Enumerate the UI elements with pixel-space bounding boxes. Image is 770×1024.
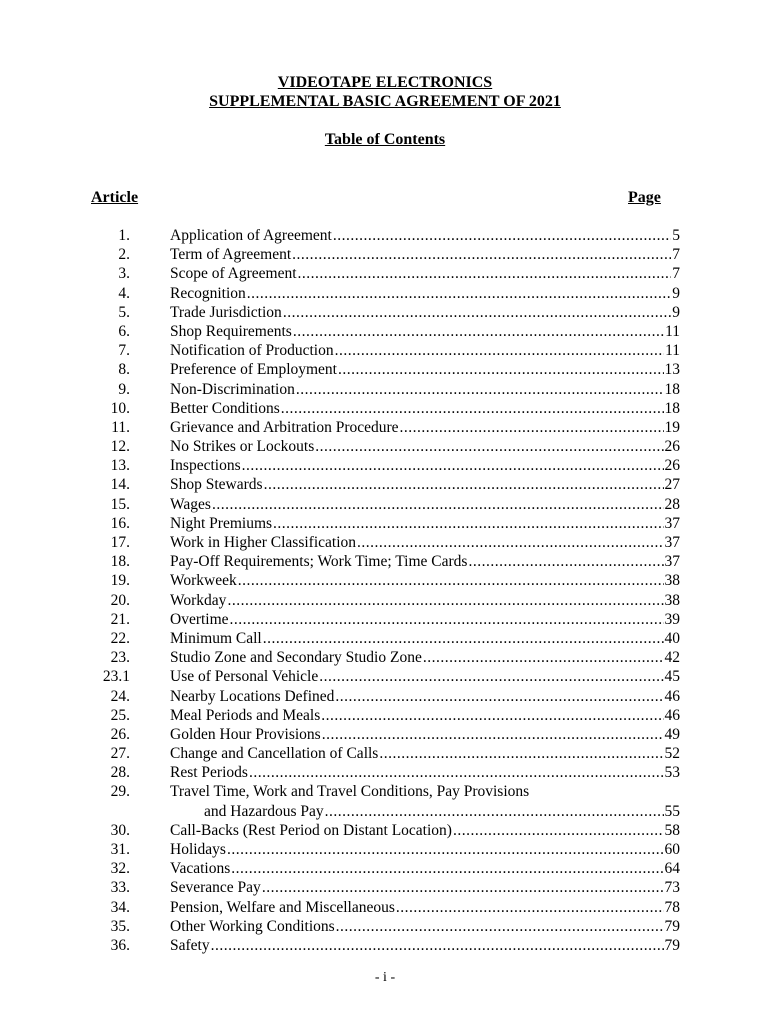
article-number: 6. bbox=[118, 322, 130, 340]
article-number: 1. bbox=[118, 227, 130, 244]
article-number: 30. bbox=[110, 821, 130, 839]
article-number: 16. bbox=[110, 514, 130, 532]
dot-leader bbox=[315, 437, 663, 456]
article-title: Holidays bbox=[170, 841, 226, 859]
article-title: Meal Periods and Meals bbox=[170, 706, 321, 724]
page-ref: 42 bbox=[664, 649, 680, 667]
article-number: 15. bbox=[110, 495, 130, 513]
dot-leader bbox=[321, 706, 663, 725]
page-ref: 27 bbox=[664, 476, 680, 494]
page-ref: 18 bbox=[664, 399, 680, 417]
article-title: Overtime bbox=[170, 610, 229, 628]
page-ref: 79 bbox=[664, 936, 680, 954]
toc-entry bbox=[0, 303, 770, 322]
toc-entry bbox=[0, 514, 770, 533]
article-title: Non-Discrimination bbox=[170, 380, 295, 398]
article-title: Studio Zone and Secondary Studio Zone bbox=[170, 649, 422, 667]
article-title: Pension, Welfare and Miscellaneous bbox=[170, 898, 395, 916]
dot-leader bbox=[273, 514, 663, 533]
toc-entry bbox=[0, 859, 770, 878]
toc-entry bbox=[0, 610, 770, 629]
article-title: Nearby Locations Defined bbox=[170, 687, 335, 705]
article-title: Term of Agreement bbox=[170, 246, 292, 264]
article-number: 13. bbox=[110, 457, 130, 475]
toc-entry bbox=[0, 648, 770, 667]
article-number: 29. bbox=[110, 783, 130, 801]
page-ref: 73 bbox=[664, 879, 680, 897]
article-title: Rest Periods bbox=[170, 764, 248, 782]
article-number: 23. bbox=[110, 649, 130, 667]
toc-entry bbox=[0, 629, 770, 648]
page-ref: 37 bbox=[664, 534, 680, 551]
article-number: 22. bbox=[110, 629, 130, 647]
toc-list bbox=[0, 226, 770, 955]
page-ref: 52 bbox=[664, 745, 680, 763]
article-title: Grievance and Arbitration Procedure bbox=[170, 418, 399, 436]
page-ref: 9 bbox=[672, 284, 680, 302]
article-column-header: Article bbox=[91, 189, 139, 206]
article-number: 7. bbox=[118, 342, 130, 360]
dot-leader bbox=[325, 802, 664, 821]
toc-entry bbox=[0, 878, 770, 897]
toc-entry bbox=[0, 763, 770, 782]
document-title: VIDEOTAPE ELECTRONICS bbox=[277, 74, 493, 91]
dot-leader bbox=[263, 629, 664, 648]
toc-entry bbox=[0, 744, 770, 763]
article-number: 28. bbox=[110, 764, 130, 782]
page-ref: 9 bbox=[672, 303, 680, 321]
article-title: Inspections bbox=[170, 457, 241, 475]
toc-entry bbox=[0, 456, 770, 475]
dot-leader bbox=[238, 571, 664, 590]
article-title: Shop Requirements bbox=[170, 322, 292, 340]
article-title: Better Conditions bbox=[170, 399, 280, 417]
page-ref: 46 bbox=[664, 687, 680, 705]
page-ref: 26 bbox=[664, 438, 680, 456]
article-number: 3. bbox=[118, 265, 130, 283]
toc-entry bbox=[0, 936, 770, 955]
toc-entry bbox=[0, 667, 770, 686]
toc-entry bbox=[0, 475, 770, 494]
article-title: Workweek bbox=[170, 572, 237, 590]
article-number: 21. bbox=[110, 610, 130, 628]
toc-entry bbox=[0, 245, 770, 264]
page-ref: 46 bbox=[664, 706, 680, 724]
dot-leader bbox=[212, 495, 664, 514]
article-number: 24. bbox=[110, 687, 130, 705]
article-number: 27. bbox=[110, 745, 130, 763]
article-number: 9. bbox=[118, 380, 130, 398]
article-number: 5. bbox=[118, 303, 130, 321]
article-number: 11. bbox=[111, 418, 130, 436]
article-title: Preference of Employment bbox=[170, 361, 337, 379]
article-number: 25. bbox=[110, 706, 130, 724]
article-title: Night Premiums bbox=[170, 514, 273, 532]
dot-leader bbox=[296, 380, 664, 399]
dot-leader bbox=[298, 264, 672, 283]
article-title: Workday bbox=[170, 591, 227, 609]
page-ref: 55 bbox=[664, 802, 680, 820]
toc-entry bbox=[0, 591, 770, 610]
article-number: 19. bbox=[110, 572, 130, 590]
dot-leader bbox=[453, 821, 664, 840]
toc-entry bbox=[0, 322, 770, 341]
article-title: Call-Backs (Rest Period on Distant Location) bbox=[170, 821, 452, 839]
dot-leader bbox=[396, 898, 664, 917]
page-ref: 28 bbox=[664, 495, 680, 513]
page-ref: 11 bbox=[665, 322, 680, 340]
dot-leader bbox=[227, 591, 663, 610]
article-title: Use of Personal Vehicle bbox=[170, 668, 319, 686]
toc-entry bbox=[0, 840, 770, 859]
page-ref: 39 bbox=[664, 610, 680, 628]
article-title: No Strikes or Lockouts bbox=[170, 438, 315, 456]
page-ref: 18 bbox=[664, 380, 680, 398]
article-number: 12. bbox=[110, 438, 130, 456]
article-number: 26. bbox=[110, 725, 130, 743]
dot-leader bbox=[335, 341, 664, 360]
toc-entry bbox=[0, 380, 770, 399]
toc-entry bbox=[0, 917, 770, 936]
toc-entry bbox=[0, 495, 770, 514]
article-title: Application of Agreement bbox=[170, 227, 332, 244]
page-ref: 11 bbox=[665, 342, 680, 360]
article-number: 14. bbox=[110, 476, 130, 494]
dot-leader bbox=[231, 859, 663, 878]
dot-leader bbox=[423, 648, 664, 667]
page-number: - i - bbox=[374, 970, 396, 985]
page-ref: 64 bbox=[664, 860, 680, 878]
toc-entry bbox=[0, 552, 770, 571]
page-ref: 37 bbox=[664, 553, 680, 571]
dot-leader bbox=[230, 610, 664, 629]
article-title: Wages bbox=[170, 495, 211, 513]
article-title: Recognition bbox=[170, 284, 246, 302]
toc-entry bbox=[0, 821, 770, 840]
toc-entry bbox=[0, 687, 770, 706]
article-number: 2. bbox=[118, 246, 130, 264]
page-ref: 40 bbox=[664, 629, 680, 647]
article-number: 36. bbox=[110, 936, 130, 954]
dot-leader bbox=[242, 456, 664, 475]
article-number: 17. bbox=[110, 534, 130, 551]
dot-leader bbox=[468, 552, 663, 571]
page-ref: 19 bbox=[664, 418, 680, 436]
dot-leader bbox=[227, 840, 664, 859]
article-number: 20. bbox=[110, 591, 130, 609]
article-number: 33. bbox=[110, 879, 130, 897]
article-number: 23.1 bbox=[102, 668, 130, 686]
toc-entry bbox=[0, 226, 770, 245]
dot-leader bbox=[379, 744, 663, 763]
page-ref: 60 bbox=[664, 841, 680, 859]
article-number: 10. bbox=[110, 399, 130, 417]
dot-leader bbox=[247, 284, 671, 303]
article-title: Notification of Production bbox=[170, 342, 334, 360]
article-number: 31. bbox=[110, 841, 130, 859]
toc-entry bbox=[0, 706, 770, 725]
toc-entry bbox=[0, 782, 770, 820]
toc-entry bbox=[0, 341, 770, 360]
page-ref: 79 bbox=[664, 917, 680, 935]
toc-entry bbox=[0, 360, 770, 379]
page-ref: 58 bbox=[664, 821, 680, 839]
toc-entry bbox=[0, 437, 770, 456]
dot-leader bbox=[211, 936, 664, 955]
page-ref: 7 bbox=[672, 265, 680, 283]
page-column-header: Page bbox=[628, 189, 661, 206]
toc-entry bbox=[0, 418, 770, 437]
dot-leader bbox=[322, 725, 664, 744]
dot-leader bbox=[338, 360, 664, 379]
article-title: Shop Stewards bbox=[170, 476, 263, 494]
article-title: Vacations bbox=[170, 860, 231, 878]
page-ref: 38 bbox=[664, 572, 680, 590]
article-number: 32. bbox=[110, 860, 130, 878]
article-number: 34. bbox=[110, 898, 130, 916]
article-title: Severance Pay bbox=[170, 879, 261, 897]
dot-leader bbox=[336, 917, 664, 936]
article-number: 18. bbox=[110, 553, 130, 571]
dot-leader bbox=[400, 418, 664, 437]
article-title: Golden Hour Provisions bbox=[170, 725, 321, 743]
article-number: 35. bbox=[110, 917, 130, 935]
page-ref: 5 bbox=[672, 227, 680, 244]
page-ref: 45 bbox=[664, 668, 680, 686]
article-title-continued: and Hazardous Pay bbox=[204, 802, 324, 820]
dot-leader bbox=[335, 687, 663, 706]
article-title: Trade Jurisdiction bbox=[170, 303, 282, 321]
article-title: Safety bbox=[170, 936, 210, 954]
toc-entry bbox=[0, 399, 770, 418]
toc-entry bbox=[0, 264, 770, 283]
toc-heading: Table of Contents bbox=[324, 131, 446, 148]
toc-entry bbox=[0, 284, 770, 303]
toc-entry bbox=[0, 898, 770, 917]
page-ref: 7 bbox=[672, 246, 680, 264]
dot-leader bbox=[249, 763, 664, 782]
article-title: Other Working Conditions bbox=[170, 917, 335, 935]
toc-entry bbox=[0, 725, 770, 744]
page-ref: 49 bbox=[664, 725, 680, 743]
dot-leader bbox=[264, 475, 664, 494]
page-ref: 26 bbox=[664, 457, 680, 475]
article-number: 4. bbox=[118, 284, 130, 302]
article-title: Minimum Call bbox=[170, 629, 262, 647]
article-title: Scope of Agreement bbox=[170, 265, 297, 283]
toc-entry bbox=[0, 571, 770, 590]
dot-leader bbox=[333, 226, 671, 245]
article-title: Work in Higher Classification bbox=[170, 534, 357, 551]
toc-entry bbox=[0, 533, 770, 552]
dot-leader bbox=[281, 399, 664, 418]
dot-leader bbox=[292, 245, 671, 264]
document-subtitle: SUPPLEMENTAL BASIC AGREEMENT OF 2021 bbox=[209, 93, 561, 110]
article-title: Travel Time, Work and Travel Conditions, Pay Provisions bbox=[170, 783, 530, 801]
page-ref: 38 bbox=[664, 591, 680, 609]
page-ref: 53 bbox=[664, 764, 680, 782]
page-ref: 78 bbox=[664, 898, 680, 916]
dot-leader bbox=[319, 667, 663, 686]
dot-leader bbox=[357, 533, 663, 552]
dot-leader bbox=[283, 303, 671, 322]
page-ref: 13 bbox=[664, 361, 680, 379]
article-title: Change and Cancellation of Calls bbox=[170, 745, 379, 763]
article-title: Pay-Off Requirements; Work Time; Time Cards bbox=[170, 553, 468, 571]
page-ref: 37 bbox=[664, 514, 680, 532]
dot-leader bbox=[293, 322, 664, 341]
article-number: 8. bbox=[118, 361, 130, 379]
dot-leader bbox=[262, 878, 664, 897]
